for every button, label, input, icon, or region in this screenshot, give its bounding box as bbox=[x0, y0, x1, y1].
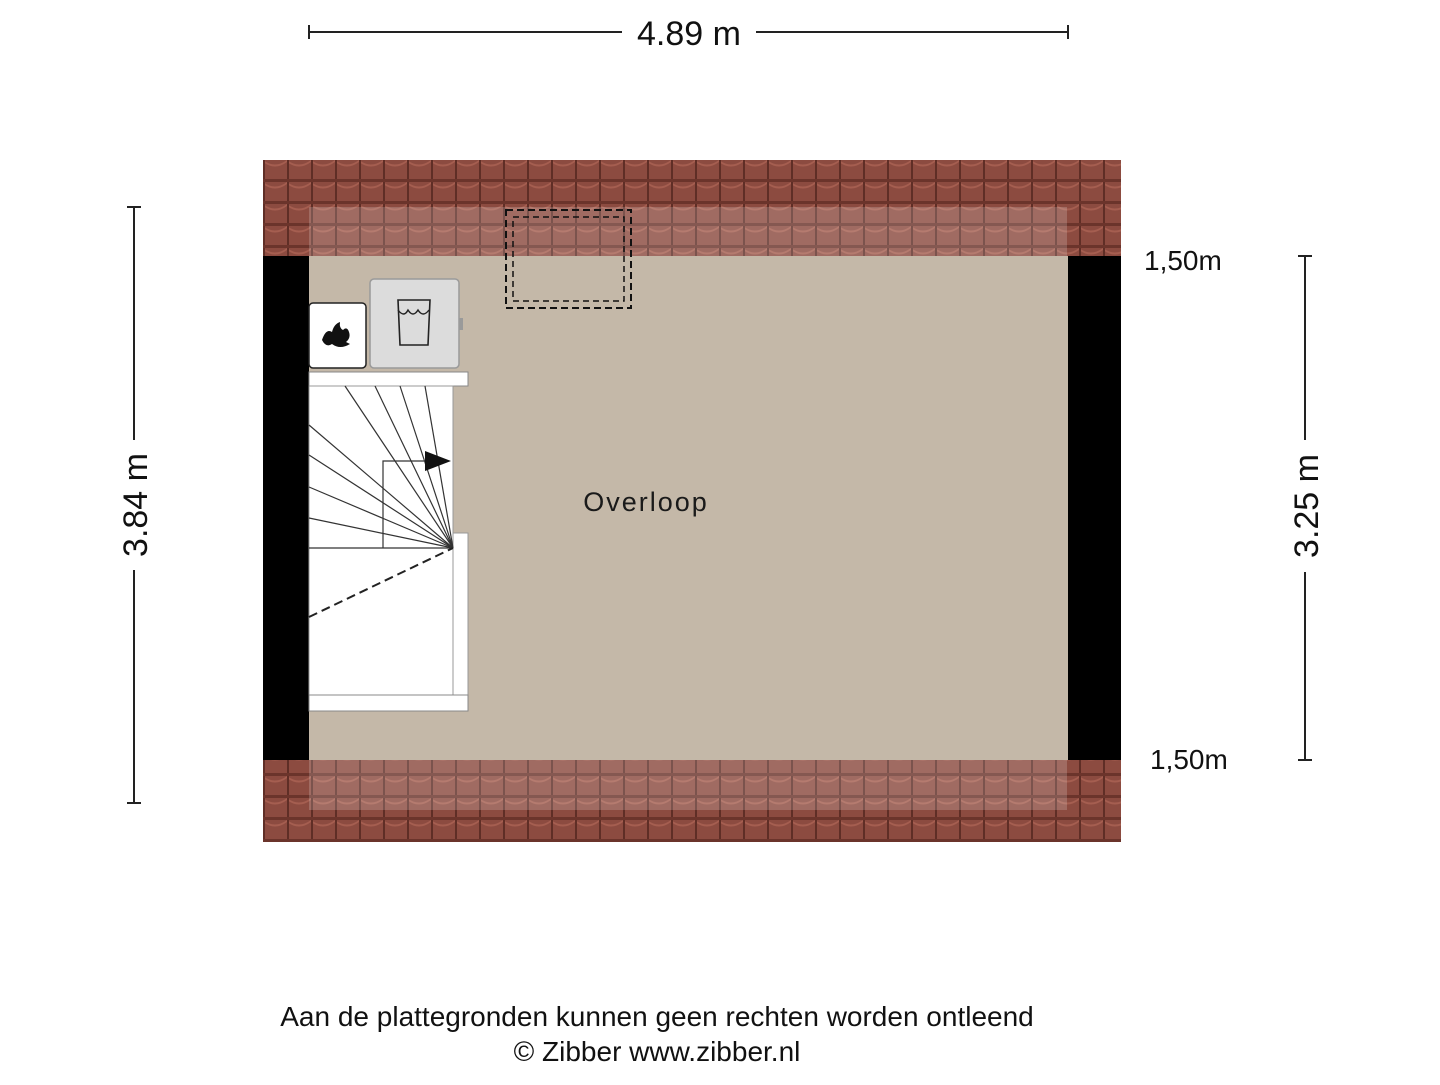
right-height-dimension bbox=[1288, 256, 1326, 760]
washing-machine bbox=[370, 279, 463, 368]
width-dimension bbox=[309, 15, 1068, 53]
wall-left bbox=[263, 256, 309, 760]
left-height-dimension bbox=[117, 207, 155, 803]
knee-height-bottom-label: 1,50m bbox=[1150, 744, 1228, 775]
left-height-label: 3.84 m bbox=[117, 453, 155, 557]
room-label-overloop: Overloop bbox=[583, 487, 709, 517]
knee-height-top-label: 1,50m bbox=[1144, 245, 1222, 276]
disclaimer-text: Aan de plattegronden kunnen geen rechten worden ontleend bbox=[280, 1001, 1034, 1032]
right-height-label: 3.25 m bbox=[1288, 454, 1326, 558]
boiler bbox=[309, 303, 366, 368]
width-label: 4.89 m bbox=[637, 15, 741, 53]
credit-text: © Zibber www.zibber.nl bbox=[513, 1036, 801, 1067]
roof-overhang-bottom bbox=[309, 760, 1067, 810]
roof-overhang-top bbox=[309, 207, 1067, 256]
stairwell bbox=[309, 372, 468, 711]
wall-right bbox=[1068, 256, 1121, 760]
floorplan bbox=[263, 160, 1121, 842]
